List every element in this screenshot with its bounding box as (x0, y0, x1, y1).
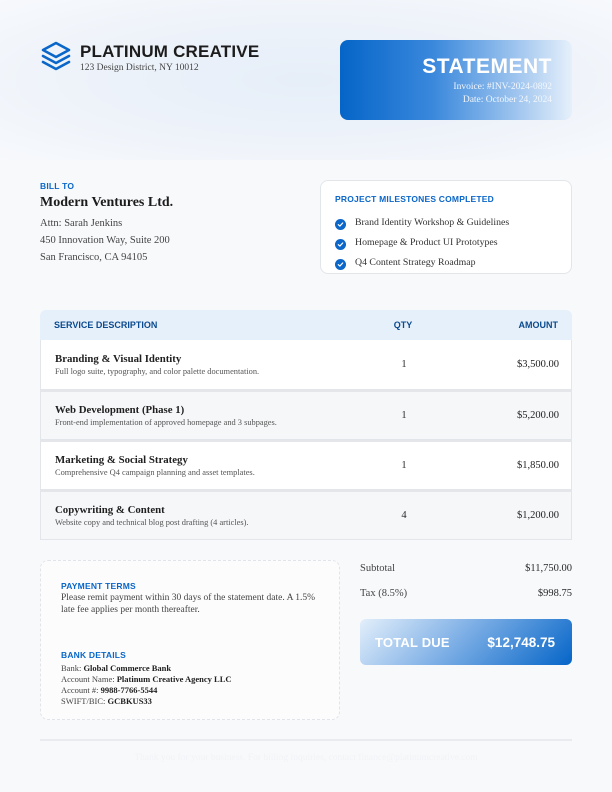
totals-block (360, 556, 572, 665)
client-company: Modern Ventures Ltd. (40, 195, 174, 210)
layers-stack-icon (40, 40, 72, 72)
footer-note: Thank you for your business. For billing inquiries, contact finance@platinumcreative.com (134, 753, 478, 763)
payment-terms-text: Please remit payment within 30 days of the statement date. A 1.5% late fee applies per month thereafter. (61, 593, 316, 615)
bank-details-title: BANK DETAILS (61, 650, 127, 660)
service-amount: $1,850.00 (517, 460, 559, 471)
milestones-card (320, 180, 572, 274)
milestone-label: Q4 Content Strategy Roadmap (355, 256, 476, 268)
service-title: Web Development (Phase 1) (55, 403, 185, 416)
service-description: Front-end implementation of approved homepage and 3 subpages. (55, 417, 277, 427)
bank-line-account-number: Account #: 9988-7766-5544 (61, 685, 158, 695)
check-circle-icon (335, 259, 346, 270)
milestone-label: Homepage & Product UI Prototypes (355, 236, 498, 248)
table-row (40, 390, 572, 440)
service-amount: $1,200.00 (517, 510, 559, 521)
payment-terms-title: PAYMENT TERMS (61, 581, 136, 591)
check-circle-icon (335, 239, 346, 250)
milestones-title: PROJECT MILESTONES COMPLETED (335, 194, 494, 204)
service-description: Full logo suite, typography, and color palette documentation. (55, 366, 260, 376)
service-qty: 1 (401, 460, 407, 471)
service-qty: 1 (401, 410, 407, 421)
statement-header (0, 0, 612, 160)
tax-value: $998.75 (537, 588, 572, 599)
table-row (40, 340, 572, 390)
tax-label: Tax (8.5%) (360, 588, 408, 599)
milestone-item (335, 212, 557, 232)
service-qty: 4 (401, 510, 407, 521)
subtotal-row (360, 556, 572, 581)
subtotal-label: Subtotal (360, 563, 396, 574)
service-title: Marketing & Social Strategy (55, 453, 188, 466)
bill-to-block (40, 181, 300, 266)
table-row (40, 490, 572, 540)
company-name: PLATINUM CREATIVE (80, 42, 260, 61)
table-row (40, 440, 572, 490)
bank-line-bank: Bank: Global Commerce Bank (61, 663, 172, 673)
service-description: Website copy and technical blog post drafting (4 articles). (55, 517, 249, 527)
header-qty: QTY (393, 320, 413, 330)
subtotal-value: $11,750.00 (525, 563, 572, 574)
tax-row (360, 581, 572, 606)
total-due-value: $12,748.75 (487, 634, 555, 650)
bank-line-swift: SWIFT/BIC: GCBKUS33 (61, 696, 152, 706)
statement-title: STATEMENT (422, 55, 552, 78)
service-title: Copywriting & Content (55, 503, 165, 516)
milestone-label: Brand Identity Workshop & Guidelines (355, 216, 510, 228)
check-circle-icon (335, 219, 346, 230)
statement-badge (340, 40, 572, 120)
brand-block (40, 40, 259, 73)
service-description: Comprehensive Q4 campaign planning and asset templates. (55, 467, 255, 477)
client-attn: Attn: Sarah Jenkins (40, 218, 123, 229)
service-qty: 1 (401, 359, 407, 370)
footer-divider (40, 739, 572, 741)
milestone-item (335, 252, 557, 272)
milestone-item (335, 232, 557, 252)
service-amount: $3,500.00 (517, 359, 559, 370)
company-address: 123 Design District, NY 10012 (80, 63, 199, 73)
service-amount: $5,200.00 (517, 410, 559, 421)
table-header (40, 310, 572, 340)
header-description: SERVICE DESCRIPTION (54, 320, 158, 330)
services-table (40, 310, 572, 540)
client-address-line2: San Francisco, CA 94105 (40, 252, 148, 263)
service-title: Branding & Visual Identity (55, 352, 182, 365)
bank-line-account-name: Account Name: Platinum Creative Agency LLC (61, 674, 232, 684)
total-due-label: TOTAL DUE (375, 634, 450, 650)
client-address-line1: 450 Innovation Way, Suite 200 (40, 235, 170, 246)
invoice-number: Invoice: #INV-2024-0892 (453, 82, 552, 92)
payment-info-card (40, 560, 340, 720)
statement-date: Date: October 24, 2024 (462, 95, 552, 105)
total-due-banner (360, 619, 572, 665)
header-amount: AMOUNT (518, 320, 558, 330)
bill-to-label: BILL TO (40, 181, 75, 191)
